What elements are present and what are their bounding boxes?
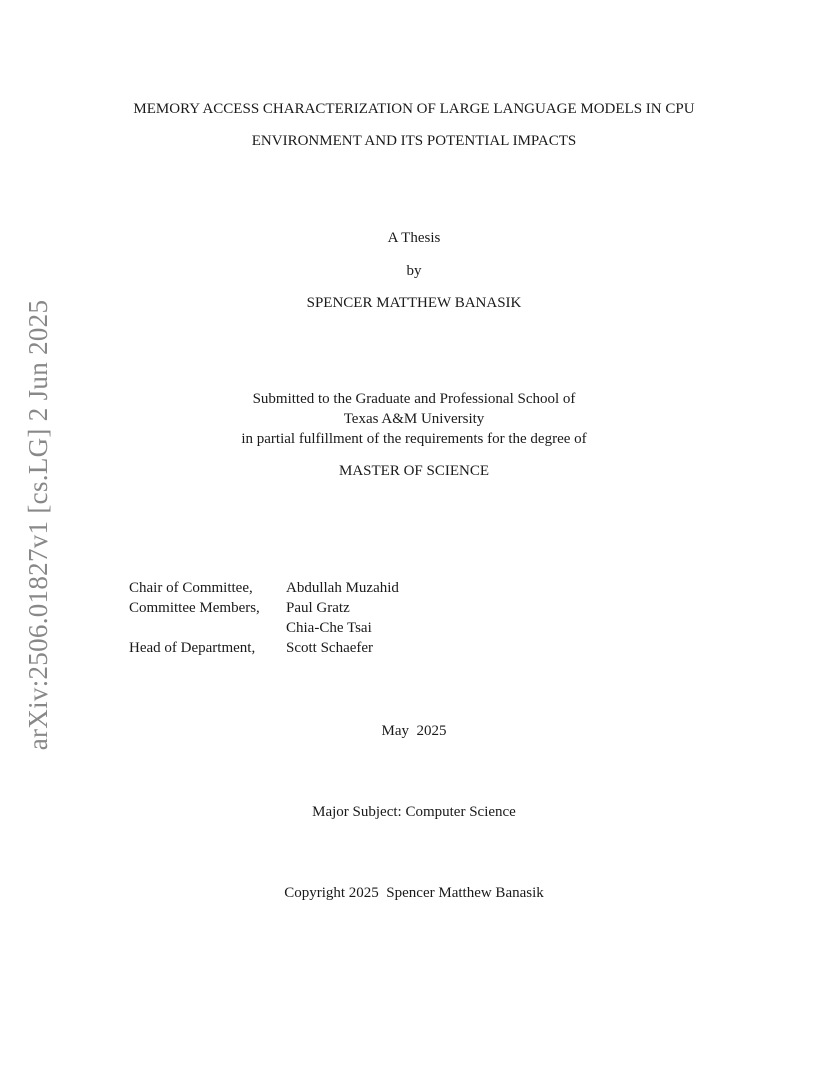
committee-member-name: Paul Gratz	[286, 600, 350, 616]
title-line-1: MEMORY ACCESS CHARACTERIZATION OF LARGE LANGUAGE MODELS IN CPU	[133, 101, 695, 117]
submission-date: May 2025	[381, 723, 447, 739]
committee-row	[129, 638, 399, 658]
committee-list	[129, 578, 399, 658]
submission-line-1: Submitted to the Graduate and Professional School of	[252, 391, 576, 407]
submission-line-3: in partial fulfillment of the requirements for the degree of	[241, 431, 587, 447]
committee-row	[129, 598, 399, 618]
by-label: by	[406, 263, 422, 279]
committee-role: Chair of Committee,	[129, 580, 253, 596]
degree-name: MASTER OF SCIENCE	[338, 463, 490, 479]
committee-row	[129, 618, 399, 638]
committee-member-name: Chia-Che Tsai	[286, 620, 372, 636]
committee-row	[129, 578, 399, 598]
committee-role: Head of Department,	[129, 640, 256, 656]
committee-member-name: Abdullah Muzahid	[286, 580, 399, 596]
committee-member-name: Scott Schaefer	[286, 640, 374, 656]
title-line-2: ENVIRONMENT AND ITS POTENTIAL IMPACTS	[251, 133, 577, 149]
committee-role	[129, 618, 286, 638]
major-subject: Major Subject: Computer Science	[312, 804, 516, 820]
submission-line-2: Texas A&M University	[343, 411, 485, 427]
committee-role: Committee Members,	[129, 600, 260, 616]
author-name: SPENCER MATTHEW BANASIK	[306, 295, 522, 311]
document-type: A Thesis	[387, 230, 441, 246]
arxiv-identifier-stamp: arXiv:2506.01827v1 [cs.LG] 2 Jun 2025	[23, 299, 53, 751]
copyright-notice: Copyright 2025 Spencer Matthew Banasik	[284, 885, 544, 901]
